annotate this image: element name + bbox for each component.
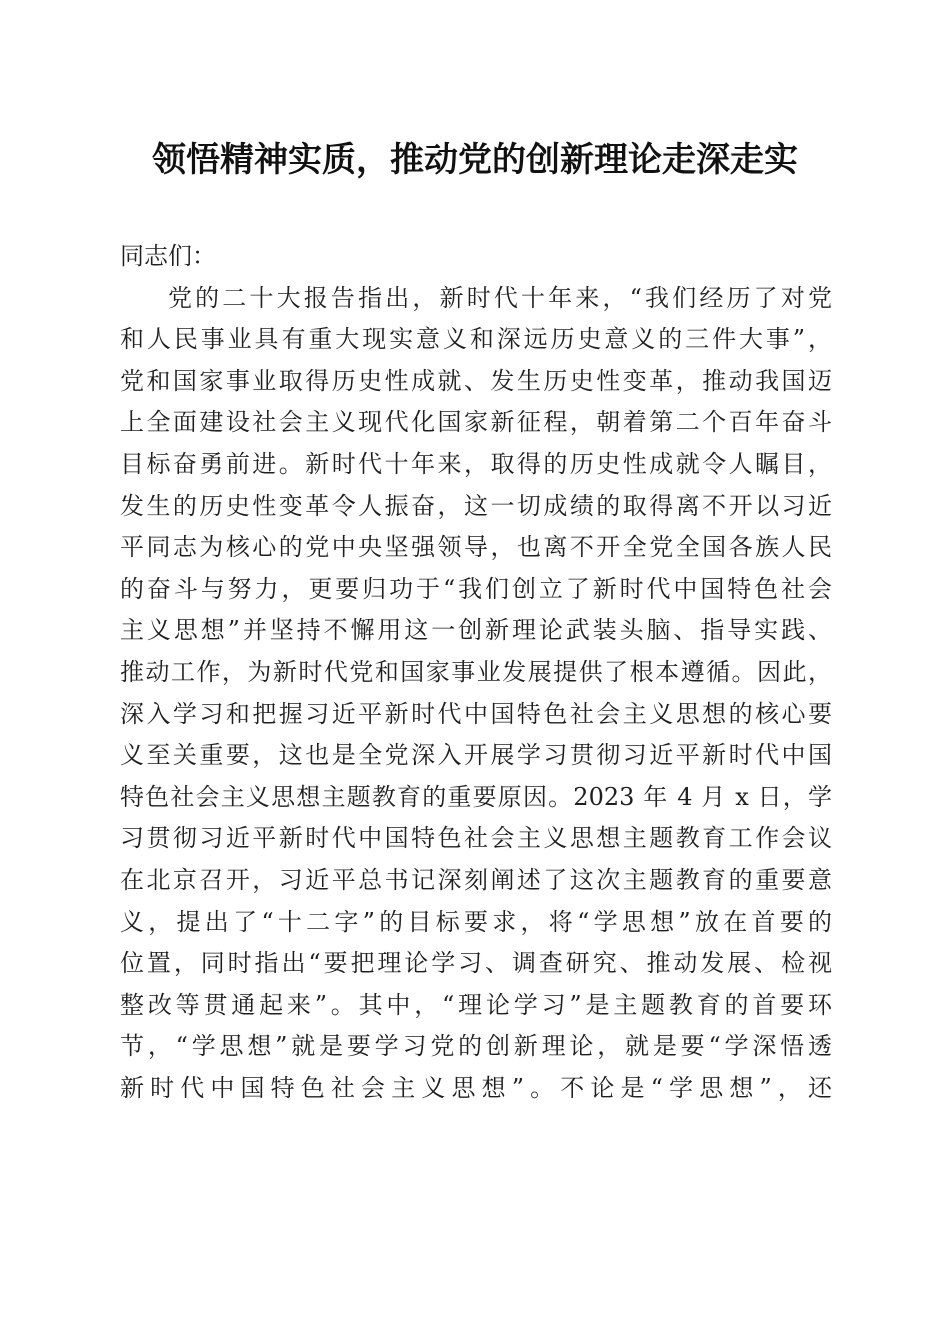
paragraph-line: 平同志为核心的党中央坚强领导，也离不开全党全国各族人民 bbox=[120, 533, 832, 562]
paragraph-line: 党和国家事业取得历史性成就、发生历史性变革，推动我国迈 bbox=[120, 366, 832, 395]
paragraph-line: 在北京召开，习近平总书记深刻阐述了这次主题教育的重要意 bbox=[120, 865, 832, 894]
paragraph-line: 的奋斗与努力，更要归功于“我们创立了新时代中国特色社会 bbox=[120, 574, 832, 603]
paragraph-line: 发生的历史性变革令人振奋，这一切成绩的取得离不开以习近 bbox=[120, 491, 832, 520]
paragraph-line: 特色社会主义思想主题教育的重要原因。2023 年 4 月 x 日，学 bbox=[120, 782, 832, 811]
paragraph-line: 习贯彻习近平新时代中国特色社会主义思想主题教育工作会议 bbox=[120, 824, 832, 853]
paragraph-line: 深入学习和把握习近平新时代中国特色社会主义思想的核心要 bbox=[120, 699, 832, 728]
paragraph-line: 党的二十大报告指出，新时代十年来，“我们经历了对党 bbox=[168, 283, 832, 312]
document-body bbox=[120, 236, 832, 1109]
paragraph-line: 上全面建设社会主义现代化国家新征程，朝着第二个百年奋斗 bbox=[120, 408, 832, 437]
paragraph-line: 和人民事业具有重大现实意义和深远历史意义的三件大事”， bbox=[120, 325, 832, 354]
paragraph-line: 主义思想”并坚持不懈用这一创新理论武装头脑、指导实践、 bbox=[120, 616, 832, 645]
paragraph-line: 整改等贯通起来”。其中，“理论学习”是主题教育的首要环 bbox=[120, 990, 832, 1019]
salutation: 同志们： bbox=[120, 242, 216, 270]
paragraph-line: 位置，同时指出“要把理论学习、调查研究、推动发展、检视 bbox=[120, 949, 832, 978]
document-title: 领悟精神实质，推动党的创新理论走深走实 bbox=[152, 140, 798, 180]
paragraph-line: 节，“学思想”就是要学习党的创新理论，就是要“学深悟透 bbox=[120, 1032, 832, 1061]
paragraph-line: 目标奋勇前进。新时代十年来，取得的历史性成就令人瞩目， bbox=[120, 449, 832, 478]
paragraph-line: 新时代中国特色社会主义思想”。不论是“学思想”，还 bbox=[120, 1073, 832, 1102]
paragraph-line: 义至关重要，这也是全党深入开展学习贯彻习近平新时代中国 bbox=[120, 741, 832, 770]
paragraph-line: 义，提出了“十二字”的目标要求，将“学思想”放在首要的 bbox=[120, 907, 832, 936]
paragraph-line: 推动工作，为新时代党和国家事业发展提供了根本遵循。因此， bbox=[120, 657, 832, 686]
